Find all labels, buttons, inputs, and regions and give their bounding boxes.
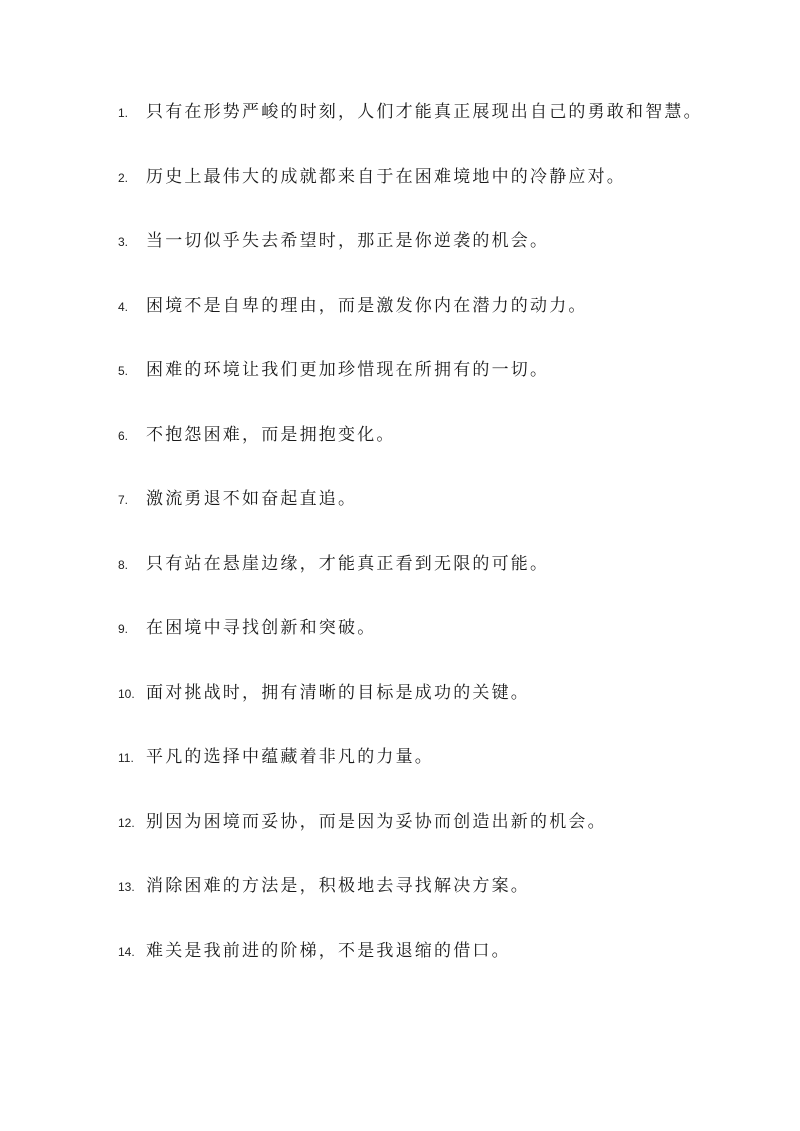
list-item bbox=[118, 929, 718, 975]
list-item bbox=[118, 542, 718, 588]
item-number: 3. bbox=[118, 235, 129, 249]
item-text: 只有站在悬崖边缘，才能真正看到无限的可能。 bbox=[146, 553, 550, 574]
list-item bbox=[118, 219, 718, 265]
item-number: 13. bbox=[118, 880, 135, 894]
list-item bbox=[118, 477, 718, 523]
item-text: 历史上最伟大的成就都来自于在困难境地中的冷静应对。 bbox=[146, 166, 626, 187]
item-text: 消除困难的方法是，积极地去寻找解决方案。 bbox=[146, 876, 530, 896]
item-number: 5. bbox=[118, 364, 129, 378]
list-item bbox=[118, 671, 718, 717]
item-text: 不抱怨困难，而是拥抱变化。 bbox=[146, 424, 396, 445]
list-item bbox=[118, 155, 718, 201]
item-text: 困境不是自卑的理由，而是激发你内在潜力的动力。 bbox=[146, 295, 588, 316]
list-item bbox=[118, 284, 718, 330]
list-item bbox=[118, 348, 718, 394]
item-number: 2. bbox=[118, 170, 129, 185]
item-number: 7. bbox=[118, 493, 129, 507]
item-number: 9. bbox=[118, 622, 129, 636]
list-item bbox=[118, 90, 718, 136]
item-text: 只有在形势严峻的时刻，人们才能真正展现出自己的勇敢和智慧。 bbox=[146, 102, 703, 122]
item-text: 困难的环境让我们更加珍惜现在所拥有的一切。 bbox=[146, 360, 550, 380]
item-number: 6. bbox=[118, 428, 129, 443]
quote-list bbox=[118, 90, 718, 993]
item-number: 14. bbox=[118, 944, 135, 959]
list-item bbox=[118, 735, 718, 781]
item-number: 12. bbox=[118, 815, 135, 830]
list-item bbox=[118, 606, 718, 652]
item-text: 激流勇退不如奋起直追。 bbox=[146, 489, 358, 509]
item-number: 4. bbox=[118, 299, 129, 314]
list-item bbox=[118, 413, 718, 459]
item-text: 平凡的选择中蕴藏着非凡的力量。 bbox=[146, 747, 434, 767]
item-text: 难关是我前进的阶梯，不是我退缩的借口。 bbox=[146, 940, 511, 961]
item-number: 10. bbox=[118, 686, 135, 701]
item-number: 8. bbox=[118, 557, 129, 572]
item-text: 当一切似乎失去希望时，那正是你逆袭的机会。 bbox=[146, 231, 550, 251]
list-item bbox=[118, 800, 718, 846]
item-text: 别因为困境而妥协，而是因为妥协而创造出新的机会。 bbox=[146, 811, 607, 832]
item-number: 11. bbox=[118, 751, 134, 765]
item-number: 1. bbox=[118, 106, 129, 120]
item-text: 在困境中寻找创新和突破。 bbox=[146, 618, 377, 638]
list-item bbox=[118, 864, 718, 910]
item-text: 面对挑战时，拥有清晰的目标是成功的关键。 bbox=[146, 682, 530, 703]
